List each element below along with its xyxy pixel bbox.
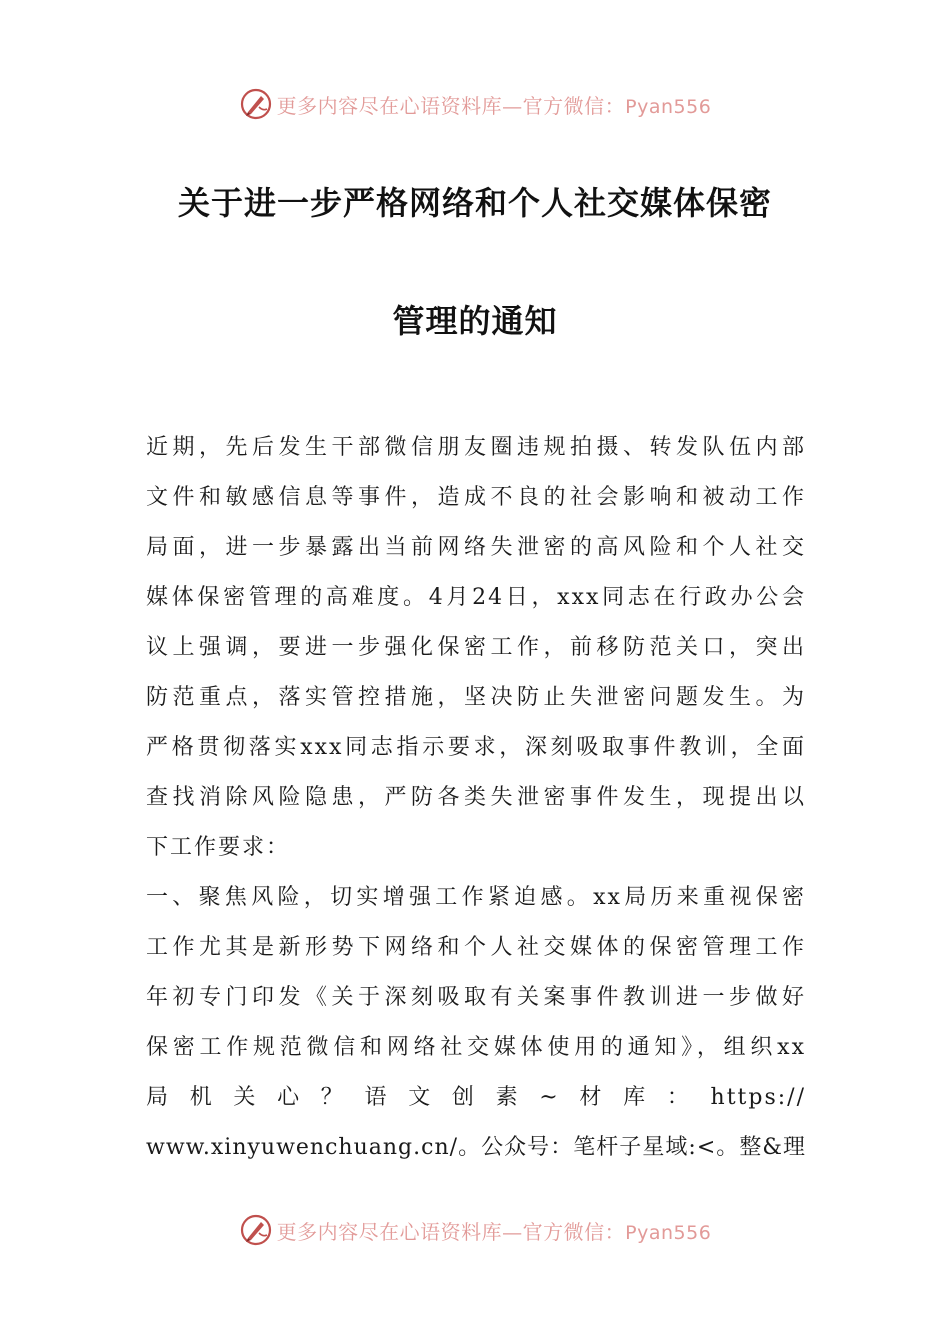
watermark-banner-top xyxy=(0,84,950,124)
watermark-banner-bottom xyxy=(0,1210,950,1250)
body-line: 局面，进一步暴露出当前网络失泄密的高风险和个人社交 xyxy=(146,535,806,560)
body-line: 查找消除风险隐患，严防各类失泄密事件发生，现提出以 xyxy=(146,785,806,810)
body-line: 防范重点，落实管控措施，坚决防止失泄密问题发生。为 xyxy=(146,685,806,710)
body-line: 文件和敏感信息等事件，造成不良的社会影响和被动工作 xyxy=(146,485,806,510)
watermark-text: 更多内容尽在心语资料库—官方微信：Pyan556 xyxy=(276,93,712,118)
document-title-line-1: 关于进一步严格网络和个人社交媒体保密 xyxy=(177,184,772,222)
watermark-wechat-id: Pyan556 xyxy=(625,1221,712,1244)
body-line: 下工作要求： xyxy=(146,835,291,860)
body-line: 近期，先后发生干部微信朋友圈违规拍摄、转发队伍内部 xyxy=(146,435,806,460)
body-line: 保密工作规范微信和网络社交媒体使用的通知》，组织xx xyxy=(146,1035,806,1060)
watermark-wechat-id: Pyan556 xyxy=(625,95,712,118)
body-line: 年初专门印发《关于深刻吸取有关案事件教训进一步做好 xyxy=(146,985,806,1010)
body-line: www.xinyuwenchuang.cn/。公众号：笔杆子星域:<。整&理 xyxy=(146,1135,806,1160)
body-line: 工作尤其是新形势下网络和个人社交媒体的保密管理工作 xyxy=(146,935,806,960)
document-title-line-2: 管理的通知 xyxy=(392,302,558,340)
body-line: 媒体保密管理的高难度。4月24日，xxx同志在行政办公会 xyxy=(146,585,806,610)
watermark-text: 更多内容尽在心语资料库—官方微信：Pyan556 xyxy=(276,1219,712,1244)
body-line: 局机关心？语文创素~材库：https:// xyxy=(146,1085,806,1110)
pen-logo-icon xyxy=(239,1213,273,1247)
pen-logo-icon xyxy=(239,87,273,121)
body-line: 一、聚焦风险，切实增强工作紧迫感。xx局历来重视保密 xyxy=(146,885,806,910)
body-line: 议上强调，要进一步强化保密工作，前移防范关口，突出 xyxy=(146,635,806,660)
body-line: 严格贯彻落实xxx同志指示要求，深刻吸取事件教训，全面 xyxy=(146,735,806,760)
document-body xyxy=(146,428,806,1178)
